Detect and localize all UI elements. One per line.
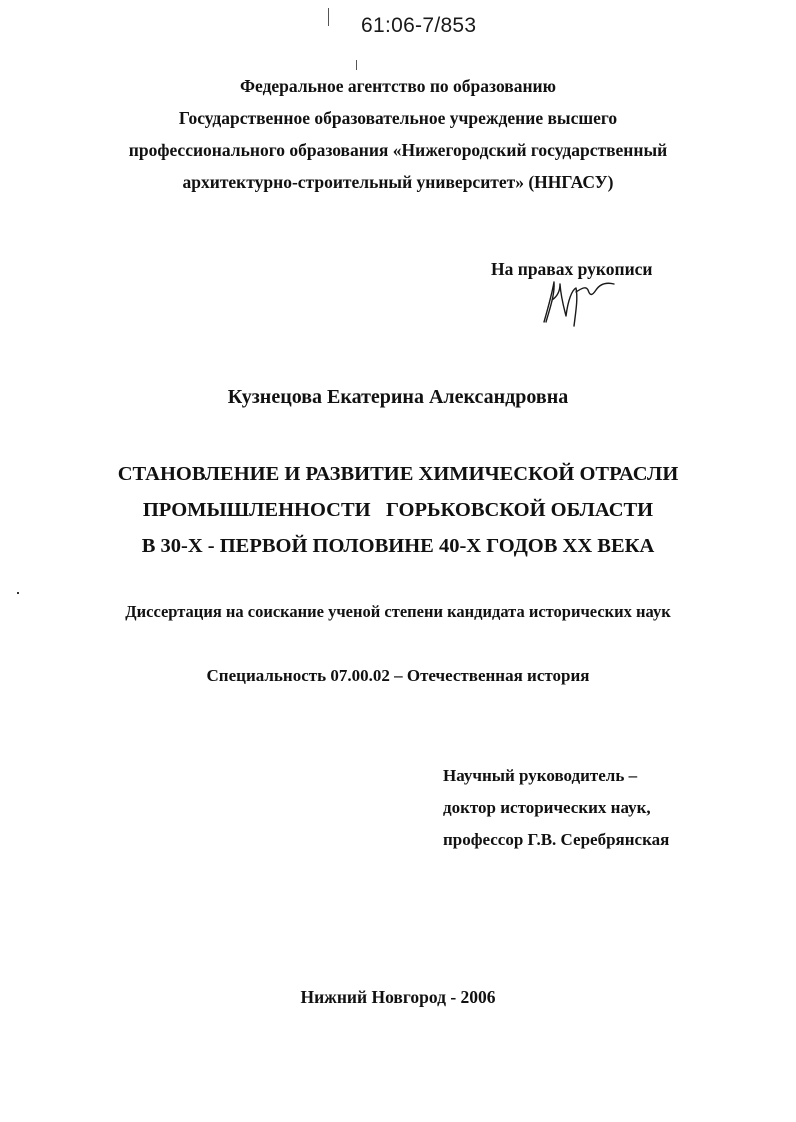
scan-mark-top	[328, 8, 329, 26]
dissertation-title	[0, 456, 796, 564]
scan-dot	[17, 592, 19, 594]
city-year: Нижний Новгород - 2006	[300, 987, 496, 1007]
org-line-3: профессионального образования «Нижегородский государственный	[128, 140, 668, 160]
title-line-3: В 30-Х - ПЕРВОЙ ПОЛОВИНЕ 40-Х ГОДОВ XX ВЕКА	[141, 535, 655, 557]
scan-mark-top-2	[356, 60, 357, 70]
manuscript-rights: На правах рукописи	[491, 259, 653, 279]
specialty: Специальность 07.00.02 – Отечественная история	[206, 666, 590, 685]
degree-statement: Диссертация на соискание ученой степени кандидата исторических наук	[125, 602, 671, 621]
title-line-1: СТАНОВЛЕНИЕ И РАЗВИТИЕ ХИМИЧЕСКОЙ ОТРАСЛИ	[117, 463, 679, 485]
org-line-1: Федеральное агентство по образованию	[240, 76, 556, 96]
org-line-2: Государственное образовательное учреждение высшего	[178, 108, 618, 128]
advisor-line-1: Научный руководитель –	[443, 766, 638, 785]
scientific-advisor	[443, 760, 669, 856]
signature-icon	[530, 270, 620, 332]
author-name: Кузнецова Екатерина Александровна	[227, 386, 569, 408]
archive-stamp-code: 61:06-7/853	[361, 14, 477, 37]
organization-header	[0, 70, 796, 198]
title-line-2: ПРОМЫШЛЕННОСТИ ГОРЬКОВСКОЙ ОБЛАСТИ	[142, 499, 654, 521]
org-line-4: архитектурно-строительный университет» (ННГАСУ)	[182, 172, 614, 192]
advisor-line-3: профессор Г.В. Серебрянская	[443, 830, 670, 849]
advisor-line-2: доктор исторических наук,	[443, 798, 651, 817]
